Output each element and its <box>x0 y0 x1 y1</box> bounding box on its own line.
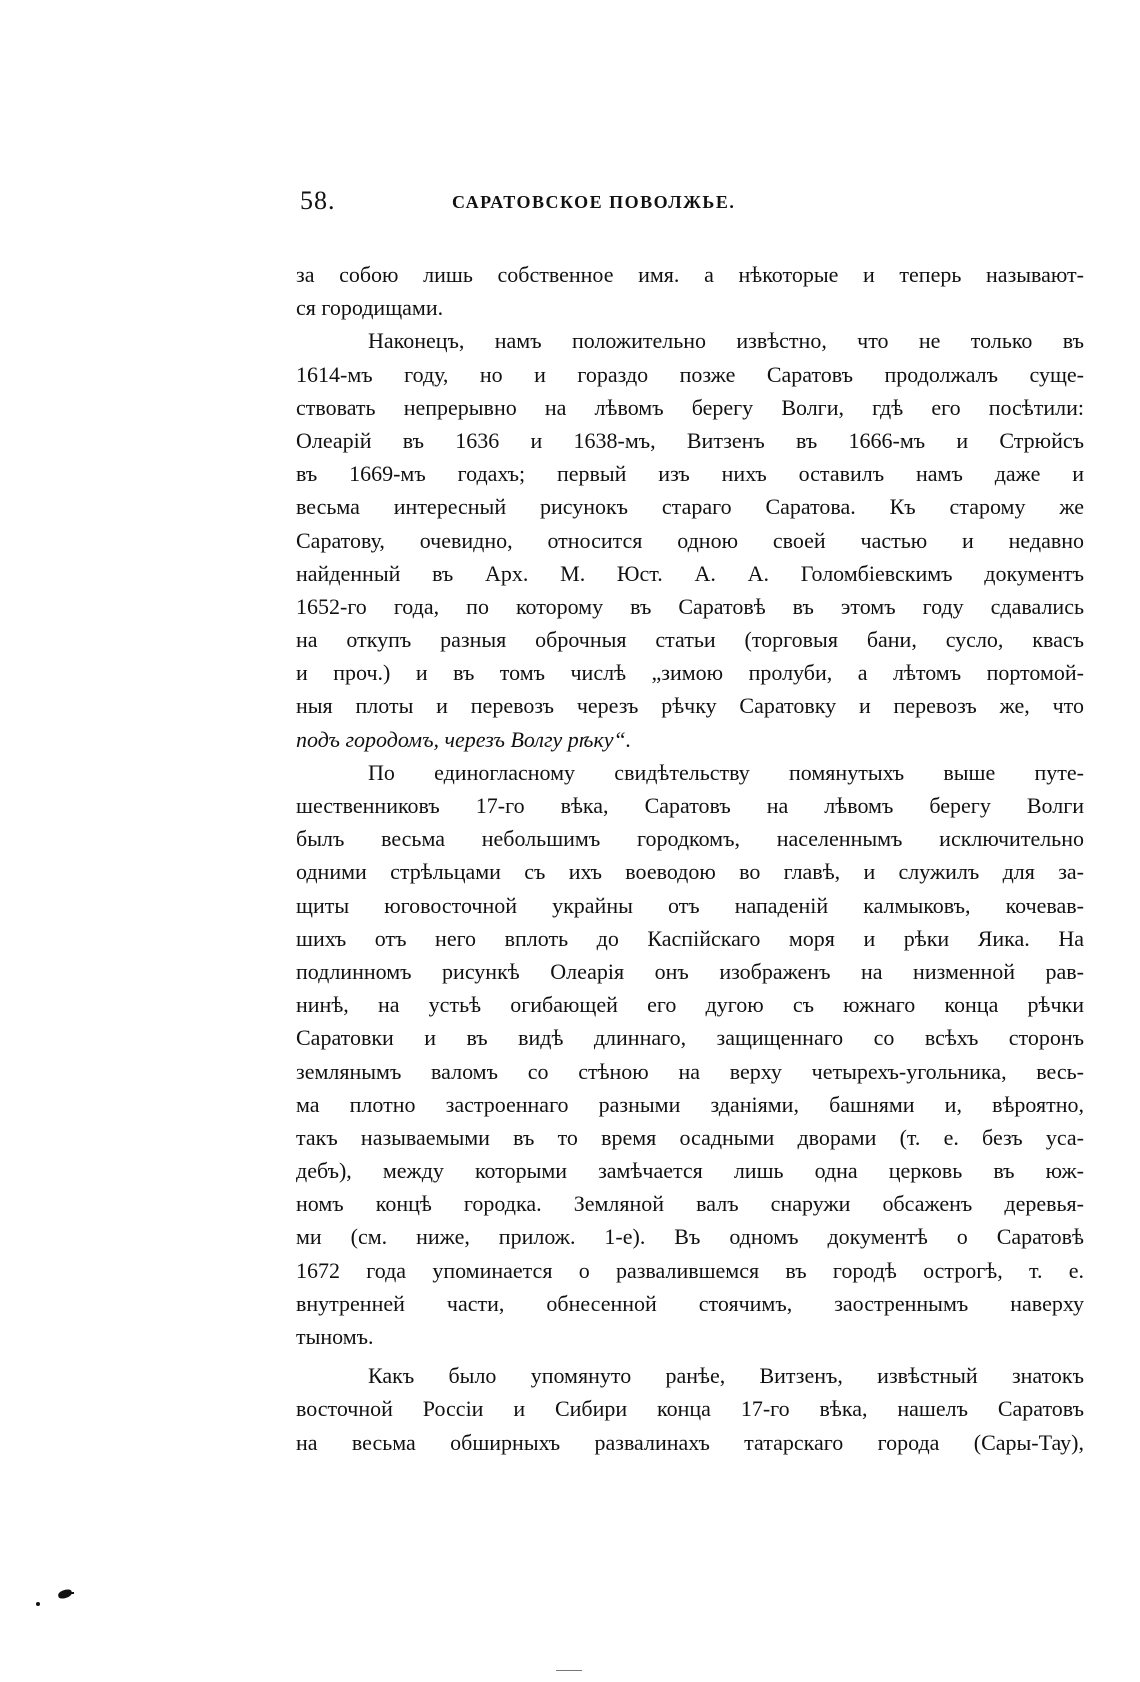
ink-blot-tail <box>68 1592 74 1594</box>
text-line: ся городищами. <box>296 295 444 321</box>
text-line: ми (см. ниже, прилож. 1-е). Въ одномъ документѣ о Саратовѣ <box>296 1224 1084 1250</box>
text-line: номъ концѣ городка. Земляной валъ снаружи обсаженъ деревья- <box>296 1191 1084 1217</box>
text-line: восточной Россіи и Сибири конца 17-го вѣка, нашелъ Саратовъ <box>296 1396 1084 1422</box>
ink-dot <box>36 1602 40 1606</box>
text-line: тыномъ. <box>296 1324 374 1349</box>
text-line: 1652-го года, по которому въ Саратовѣ въ этомъ году сдавались <box>296 593 1084 619</box>
text-line: и проч.) и въ томъ числѣ „зимою пролуби, а лѣтомъ портомой- <box>296 660 1084 686</box>
text-line-italic-quote: ныя плоты и перевозъ черезъ рѣчку Саратовку и перевозъ же, что <box>296 693 1084 719</box>
page-header <box>300 186 820 226</box>
text-line: дебъ), между которыми замѣчается лишь одна церковь въ юж- <box>296 1158 1084 1184</box>
body-text <box>296 258 1084 1459</box>
text-line: такъ называемыми въ то время осадными дворами (т. е. безъ уса- <box>296 1124 1084 1150</box>
text-line: шественниковъ 17-го вѣка, Саратовъ на лѣвомъ берегу Волги <box>296 793 1084 818</box>
text-line: за собою лишь собственное имя. а нѣкоторые и теперь называют- <box>296 262 1084 287</box>
text-line: въ 1669-мъ годахъ; первый изъ нихъ оставилъ намъ даже и <box>296 461 1084 487</box>
paragraph-start-line: По единогласному свидѣтельству помянутыхъ выше путе- <box>368 759 1084 785</box>
text-line: землянымъ валомъ со стѣною на верху четырехъ-угольника, весь- <box>296 1058 1084 1084</box>
ink-blot <box>57 1588 73 1599</box>
text-line-italic-quote: подъ городомъ, черезъ Волгу рѣку“. <box>296 726 632 752</box>
text-line: ма плотно застроеннаго разными зданіями, башнями и, вѣроятно, <box>296 1091 1084 1117</box>
text-line: нинѣ, на устьѣ огибающей его дугою съ южнаго конца рѣчки <box>296 992 1084 1018</box>
text-line: Саратову, очевидно, относится одною своей частью и недавно <box>296 527 1084 553</box>
text-line: 1614-мъ году, но и гораздо позже Саратовъ продолжалъ суще- <box>296 361 1084 387</box>
text-line: на откупъ разныя оброчныя статьи (торговыя бани, сусло, квасъ <box>296 627 1084 653</box>
running-title: САРАТОВСКОЕ ПОВОЛЖЬЕ. <box>452 192 736 212</box>
text-line: весьма интересный рисунокъ стараго Саратова. Къ старому же <box>296 494 1084 520</box>
text-line-italic-phrase: одними стрѣльцами съ ихъ воеводою во главѣ, и служилъ для за- <box>296 859 1084 885</box>
text-line: внутренней части, обнесенной стоячимъ, заостреннымъ наверху <box>296 1290 1084 1316</box>
ink-marks <box>36 1588 96 1612</box>
text-line: 1672 года упоминается о развалившемся въ городѣ острогѣ, т. е. <box>296 1257 1084 1283</box>
text-line: шихъ отъ него вплоть до Каспійскаго моря и рѣки Яика. На <box>296 925 1084 951</box>
paragraph-start-line: Наконецъ, намъ положительно извѣстно, что не только въ <box>368 328 1084 354</box>
paragraph-start-line: Какъ было упомянуто ранѣе, Витзенъ, извѣстный знатокъ <box>368 1363 1084 1389</box>
bottom-rule <box>556 1670 582 1671</box>
text-line: на весьма обширныхъ развалинахъ татарскаго города (Сары-Тау), <box>296 1429 1084 1455</box>
text-line: подлинномъ рисункѣ Олеарія онъ изображенъ на низменной рав- <box>296 958 1084 984</box>
text-line: Олеарій въ 1636 и 1638-мъ, Витзенъ въ 1666-мъ и Стрюйсъ <box>296 427 1084 453</box>
text-line: найденный въ Арх. М. Юст. А. А. Голомбіевскимъ документъ <box>296 560 1084 586</box>
page-number: 58. <box>300 186 336 215</box>
text-line: Саратовки и въ видѣ длиннаго, защищеннаго со всѣхъ сторонъ <box>296 1025 1084 1051</box>
text-line: щиты юговосточной украйны отъ нападеній калмыковъ, кочевав- <box>296 892 1084 918</box>
text-line: ствовать непрерывно на лѣвомъ берегу Волги, гдѣ его посѣтили: <box>296 394 1084 420</box>
text-line: былъ весьма небольшимъ городкомъ, населеннымъ исключительно <box>296 826 1084 852</box>
